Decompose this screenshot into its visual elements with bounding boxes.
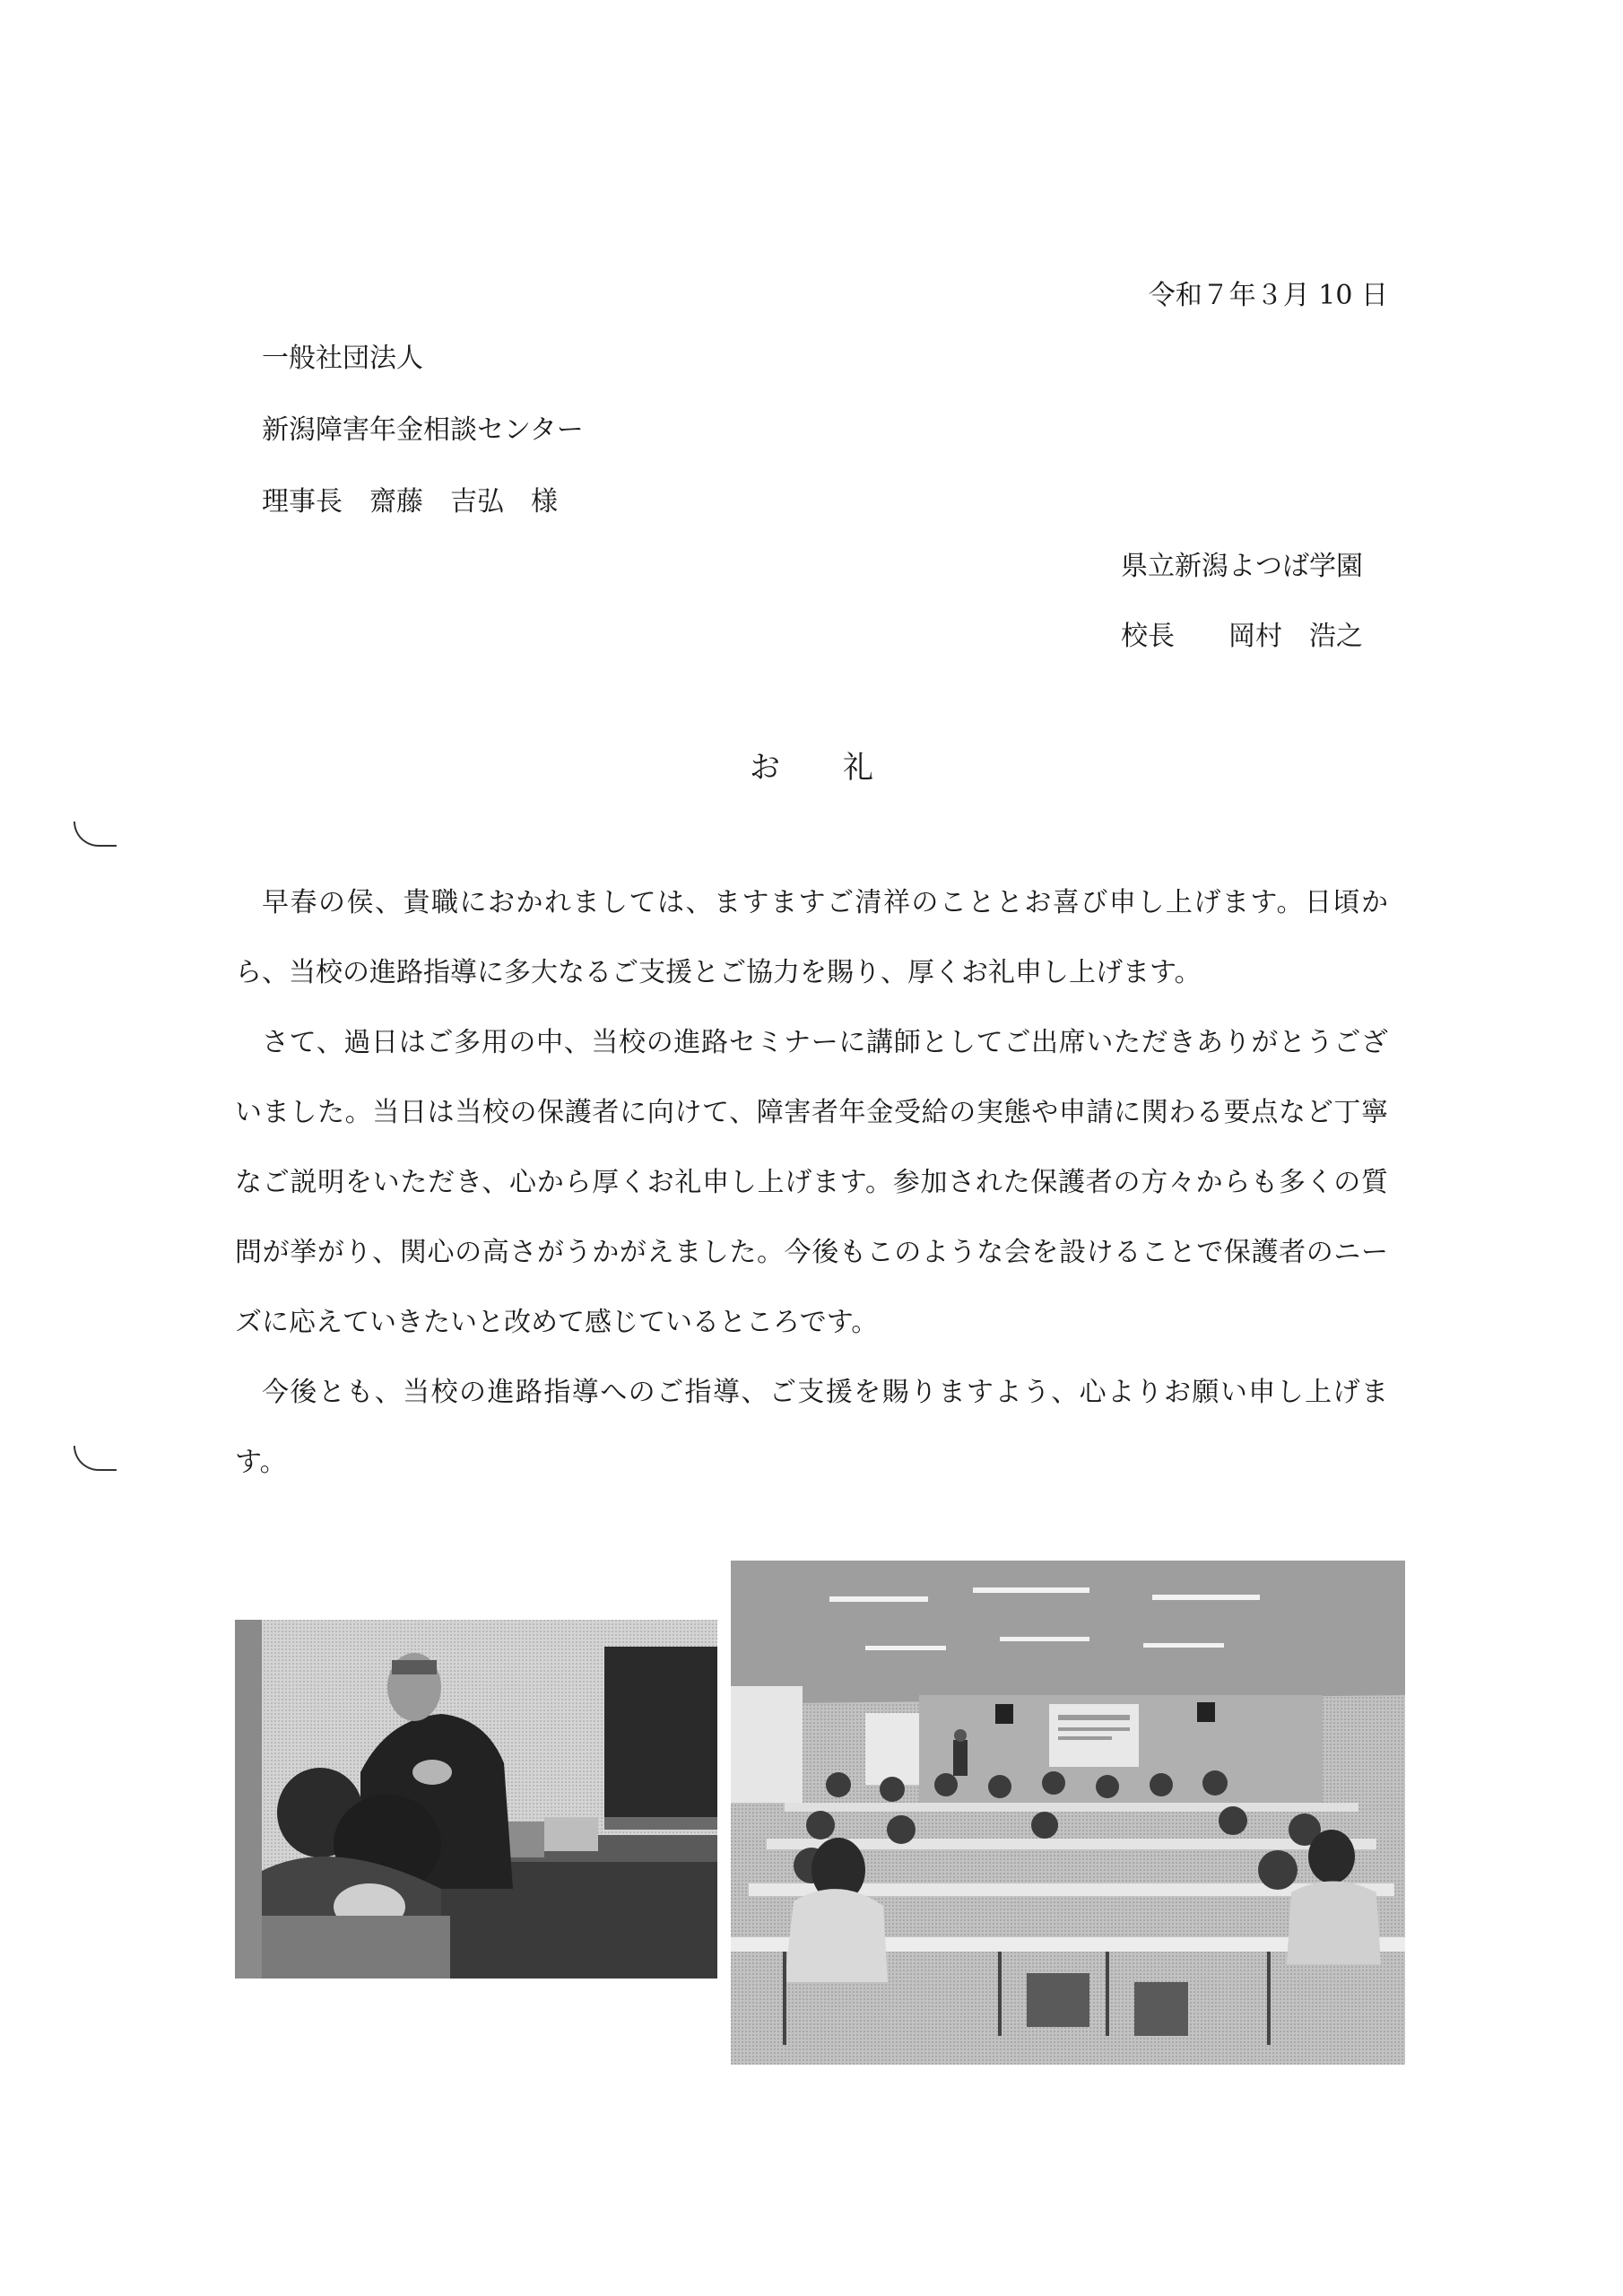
photo-seminar-room-image <box>731 1561 1405 2065</box>
photo-lecturer-image <box>235 1620 717 1979</box>
sender-organization: 県立新潟よつば学園 <box>1121 551 1363 582</box>
recipient-organization: 新潟障害年金相談センター <box>262 414 584 446</box>
punch-hole-mark-bottom <box>74 1446 117 1471</box>
letter-date: 令和７年３月 10 日 <box>1148 280 1388 311</box>
recipient-name: 理事長 齋藤 吉弘 様 <box>262 486 558 517</box>
sender-name: 校長 岡村 浩之 <box>1121 621 1363 652</box>
photo-lecturer <box>235 1620 717 1979</box>
body-paragraph-greeting: 早春の侯、貴職におかれましては、ますますご清祥のこととお喜び申し上げます。日頃から、当校の進路指導に多大なるご支援とご協力を賜り、厚くお礼申し上げます。 <box>235 887 1388 988</box>
photo-seminar-room <box>731 1561 1405 2065</box>
body-paragraph-closing: 今後とも、当校の進路指導へのご指導、ご支援を賜りますよう、心よりお願い申し上げます。 <box>235 1377 1388 1478</box>
letter-title: お礼 <box>750 750 936 786</box>
punch-hole-mark-top <box>74 822 117 847</box>
body-paragraph-thanks: さて、過日はご多用の中、当校の進路セミナーに講師としてご出席いただきありがとうございました。当日は当校の保護者に向けて、障害者年金受給の実態や申請に関わる要点など丁寧なご説明をいただき、心から厚くお礼申し上げます。参加された保護者の方々からも多くの質問が挙がり、関心の高さがうかがえました。今後もこのような会を設けることで保護者のニーズに応えていきたいと改めて感じているところです。 <box>235 1027 1388 1338</box>
recipient-organization-type: 一般社団法人 <box>262 343 423 374</box>
letter-body <box>235 868 1388 1498</box>
